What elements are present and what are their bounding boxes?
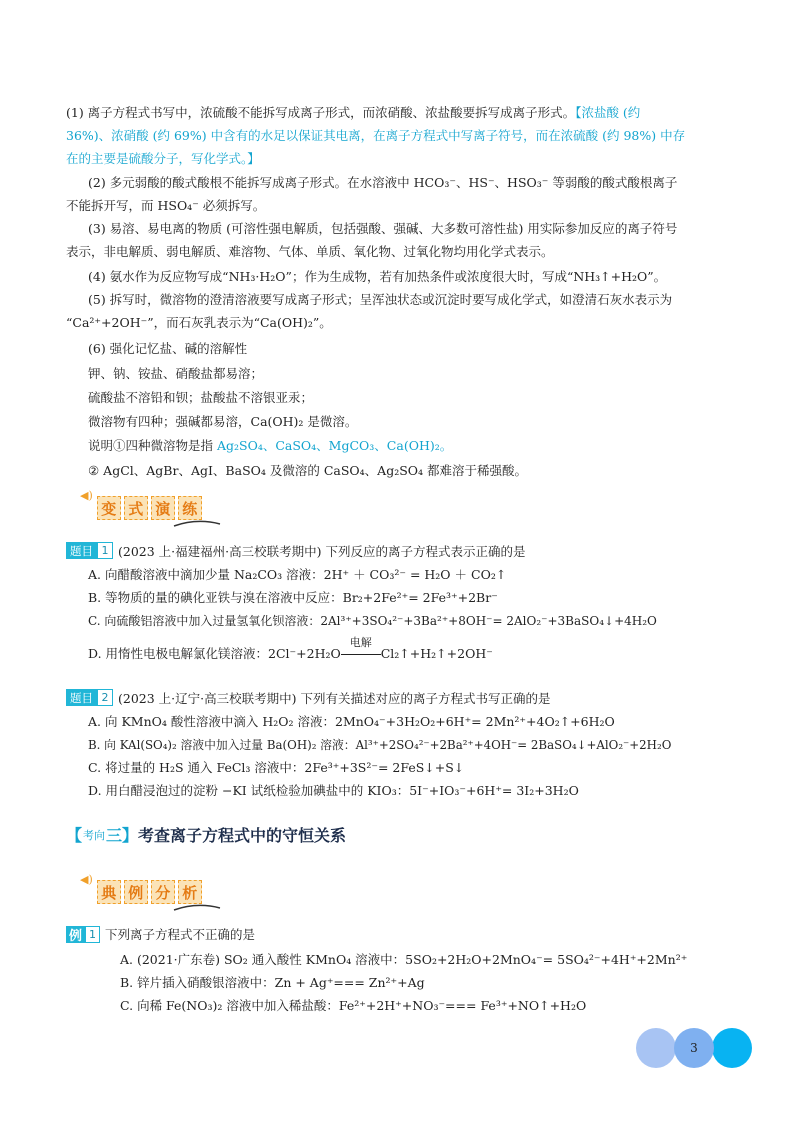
note-line-7: 表示，非电解质、弱电解质、难溶物、气体、单质、氧化物、过氧化物均用化学式表示。 [66, 244, 554, 259]
note-line-11: (6) 强化记忆盐、碱的溶解性 [88, 341, 248, 356]
question-tag: 题目 [66, 689, 97, 706]
heading-variant-practice [80, 489, 205, 520]
swoosh-icon [172, 518, 222, 528]
question-1-header [66, 542, 525, 559]
q2-option-c: C. 将过量的 H₂S 通入 FeCl₃ 溶液中：2Fe³⁺+3S²⁻= 2FeS↓+S↓ [88, 760, 465, 775]
note-line-2: 36%)、浓硝酸 (约 69%) 中含有的水足以保证其电离，在离子方程式中写离子符号，而在浓硫酸 (约 98%) 中存 [66, 128, 686, 143]
question-number: 1 [97, 542, 113, 559]
note-line-4: (2) 多元弱酸的酸式酸根不能拆写成离子形式。在水溶液中 HCO₃⁻、HS⁻、HSO₃⁻ 等弱酸的酸式酸根离子 [88, 175, 678, 190]
note-line-14: 微溶物有四种；强碱都易溶，Ca(OH)₂ 是微溶。 [88, 414, 358, 429]
q1-option-c: C. 向硫酸铝溶液中加入过量氢氧化钡溶液：2Al³⁺+3SO₄²⁻+3Ba²⁺+8OH⁻= 2AlO₂⁻+3BaSO₄↓+4H₂O [88, 614, 657, 628]
note-line-1: (1) 离子方程式书写中，浓硫酸不能拆写成离子形式，而浓硝酸、浓盐酸要拆写成离子形式。【浓盐酸 (约 [66, 105, 641, 120]
q1-option-b: B. 等物质的量的碘化亚铁与溴在溶液中反应：Br₂+2Fe²⁺= 2Fe³⁺+2Br⁻ [88, 590, 498, 605]
note-line-6: (3) 易溶、易电离的物质 (可溶性强电解质，包括强酸、强碱、大多数可溶性盐) 用实际参加反应的离子符号 [88, 221, 678, 236]
note-line-13: 硫酸盐不溶铅和钡；盐酸盐不溶银亚汞； [88, 390, 314, 405]
ex1-option-a: A. (2021·广东卷) SO₂ 通入酸性 KMnO₄ 溶液中：5SO₂+2H₂O+2MnO₄⁻= 5SO₄²⁻+4H⁺+2Mn²⁺ [120, 952, 688, 967]
q2-option-a: A. 向 KMnO₄ 酸性溶液中滴入 H₂O₂ 溶液：2MnO₄⁻+3H₂O₂+6H⁺= 2Mn²⁺+4O₂↑+6H₂O [88, 714, 615, 729]
question-2-header [66, 689, 550, 706]
section-title: 【 考向 三 】 考查离子方程式中的守恒关系 [66, 826, 347, 845]
note-line-12: 钾、钠、铵盐、硝酸盐都易溶； [88, 366, 264, 381]
heading-char: 典 [97, 880, 121, 904]
note-line-9: (5) 拆写时，微溶物的澄清溶液要写成离子形式；呈浑浊状态或沉淀时要写成化学式，如澄清石灰水表示为 [88, 292, 673, 307]
heading-char: 例 [124, 880, 148, 904]
question-stem: (2023 上·福建福州·高三校联考期中) 下列反应的离子方程式表示正确的是 [118, 543, 526, 559]
page-number: 3 [690, 1041, 698, 1055]
example-stem: 下列离子方程式不正确的是 [105, 927, 256, 942]
example-tag: 例 [66, 926, 85, 943]
speaker-icon: ◀) [80, 489, 93, 502]
heading-char: 析 [178, 880, 202, 904]
question-number: 2 [97, 689, 113, 706]
speaker-icon: ◀) [80, 873, 93, 886]
heading-char: 演 [151, 496, 175, 520]
q1-option-a: A. 向醋酸溶液中滴加少量 Na₂CO₃ 溶液：2H⁺ ＋ CO₃²⁻ = H₂O ＋ CO₂↑ [88, 567, 507, 582]
note-line-15: 说明①四种微溶物是指 Ag₂SO₄、CaSO₄、MgCO₃、Ca(OH)₂。 [88, 438, 453, 453]
example-1-header [66, 925, 255, 943]
note-line-5: 不能拆开写，而 HSO₄⁻ 必须拆写。 [66, 198, 266, 213]
note-line-8: (4) 氨水作为反应物写成“NH₃·H₂O”；作为生成物，若有加热条件或浓度很大时，写成“NH₃↑+H₂O”。 [88, 269, 667, 284]
page-number-badge [636, 1028, 752, 1068]
heading-char: 分 [151, 880, 175, 904]
heading-char: 练 [178, 496, 202, 520]
swoosh-icon [172, 902, 222, 912]
ex1-option-c: C. 向稀 Fe(NO₃)₂ 溶液中加入稀盐酸：Fe²⁺+2H⁺+NO₃⁻=== Fe³⁺+NO↑+H₂O [120, 998, 587, 1013]
question-tag: 题目 [66, 542, 97, 559]
note-line-10: “Ca²⁺+2OH⁻”，而石灰乳表示为“Ca(OH)₂”。 [66, 315, 332, 330]
note-line-3: 在的主要是硫酸分子，写化学式。】 [66, 151, 260, 166]
example-number: 1 [85, 926, 100, 943]
q2-option-d: D. 用白醋浸泡过的淀粉 −KI 试纸检验加碘盐中的 KIO₃：5I⁻+IO₃⁻+6H⁺= 3I₂+3H₂O [88, 783, 579, 798]
reaction-condition: 电解 [341, 645, 381, 663]
q2-option-b: B. 向 KAl(SO₄)₂ 溶液中加入过量 Ba(OH)₂ 溶液：Al³⁺+2SO₄²⁻+2Ba²⁺+4OH⁻= 2BaSO₄↓+AlO₂⁻+2H₂O [88, 738, 672, 752]
question-stem: (2023 上·辽宁·高三校联考期中) 下列有关描述对应的离子方程式书写正确的是 [118, 690, 551, 706]
note-line-16: ② AgCl、AgBr、AgI、BaSO₄ 及微溶的 CaSO₄、Ag₂SO₄ 都难溶于稀强酸。 [88, 463, 528, 478]
heading-char: 变 [97, 496, 121, 520]
heading-typical-examples [80, 873, 205, 904]
heading-char: 式 [124, 496, 148, 520]
q1-option-d: D. 用惰性电极电解氯化镁溶液：2Cl⁻+2H₂O 电解 Cl₂↑+H₂↑+2OH⁻ [88, 636, 493, 661]
ex1-option-b: B. 锌片插入硝酸银溶液中：Zn + Ag⁺=== Zn²⁺+Ag [120, 975, 425, 990]
